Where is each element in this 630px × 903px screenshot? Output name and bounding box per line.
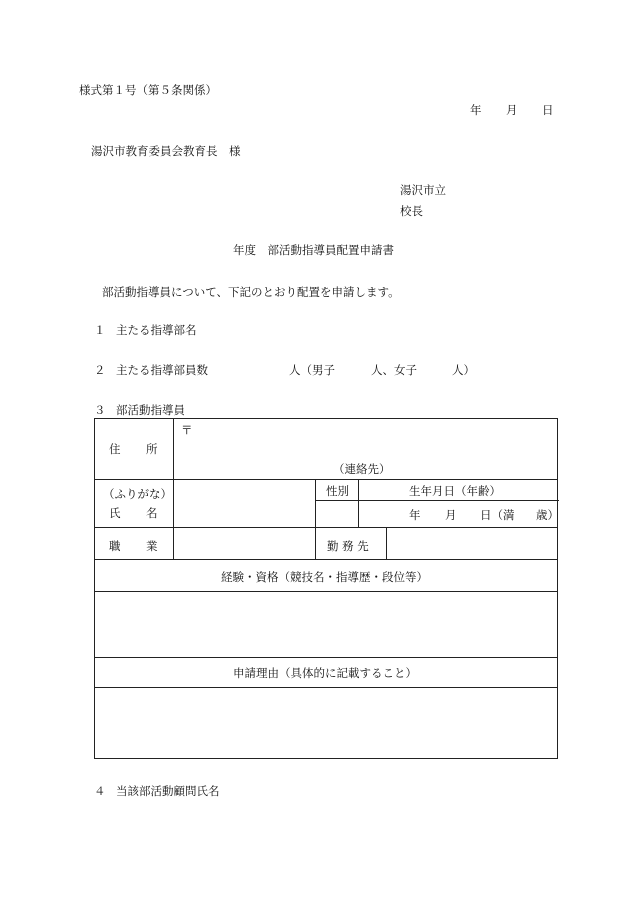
date-year: 年 xyxy=(470,103,482,117)
reason-label: 申請理由（具体的に記載すること） xyxy=(233,666,417,680)
school-city: 湯沢市立 xyxy=(400,183,446,197)
instructor-table xyxy=(94,418,558,759)
school-principal: 校長 xyxy=(400,204,423,218)
form-title: 年度 部活動指導員配置申請書 xyxy=(233,243,394,257)
furigana-label: （ふりがな） xyxy=(103,487,172,501)
item2-boys-unit: 人、女子 xyxy=(371,363,417,377)
item3-number: ３ xyxy=(94,403,106,417)
gender-input[interactable] xyxy=(317,503,356,525)
item2-label: 主たる指導部員数 xyxy=(116,363,208,377)
item3-label: 部活動指導員 xyxy=(116,403,185,417)
item4-label: 当該部活動顧問氏名 xyxy=(116,784,220,798)
date-day: 日 xyxy=(542,103,554,117)
postal-mark: 〒 xyxy=(181,423,193,437)
occupation-input[interactable] xyxy=(175,529,313,557)
birth-month: 月 xyxy=(445,508,457,522)
row-divider xyxy=(95,657,557,658)
birthdate-label: 生年月日（年齢） xyxy=(409,484,501,498)
birth-col-divider xyxy=(358,479,359,527)
reason-input[interactable] xyxy=(97,689,555,757)
item1-number: １ xyxy=(94,323,106,337)
address-value[interactable] xyxy=(181,435,551,455)
name-input[interactable] xyxy=(175,481,313,525)
gender-col-divider xyxy=(315,479,316,559)
experience-input[interactable] xyxy=(97,593,555,655)
item2-girls-unit: 人） xyxy=(452,363,475,377)
row-divider xyxy=(95,559,557,560)
form-number: 様式第１号（第５条関係） xyxy=(79,83,217,97)
row-divider xyxy=(95,591,557,592)
row-divider xyxy=(95,527,557,528)
workplace-input[interactable] xyxy=(388,529,556,557)
workplace-label: 勤 務 先 xyxy=(327,539,369,553)
birth-age: 歳） xyxy=(536,508,559,522)
row-divider xyxy=(95,479,557,480)
row-divider xyxy=(95,687,557,688)
workplace-col-divider xyxy=(386,527,387,559)
item2-people: 人（男子 xyxy=(289,363,335,377)
item1-label: 主たる指導部名 xyxy=(116,323,197,337)
intro-text: 部活動指導員について、下記のとおり配置を申請します。 xyxy=(102,285,400,299)
name-label-2: 名 xyxy=(146,506,158,520)
item4-number: ４ xyxy=(94,784,106,798)
gender-header-divider xyxy=(315,500,559,501)
address-label-2: 所 xyxy=(146,442,158,456)
gender-label: 性別 xyxy=(326,484,349,498)
item2-number: ２ xyxy=(94,363,106,377)
birth-year: 年 xyxy=(409,508,421,522)
experience-label: 経験・資格（競技名・指導歴・段位等） xyxy=(221,570,428,584)
name-label-1: 氏 xyxy=(109,506,121,520)
address-label-1: 住 xyxy=(109,442,121,456)
occupation-label-2: 業 xyxy=(146,539,158,553)
occupation-label-1: 職 xyxy=(109,539,121,553)
contact-label: （連絡先） xyxy=(333,462,391,476)
birth-day: 日（満 xyxy=(480,508,515,522)
date-month: 月 xyxy=(506,103,518,117)
addressee: 湯沢市教育委員会教育長 様 xyxy=(91,144,241,158)
occupation-col-divider xyxy=(173,527,174,559)
